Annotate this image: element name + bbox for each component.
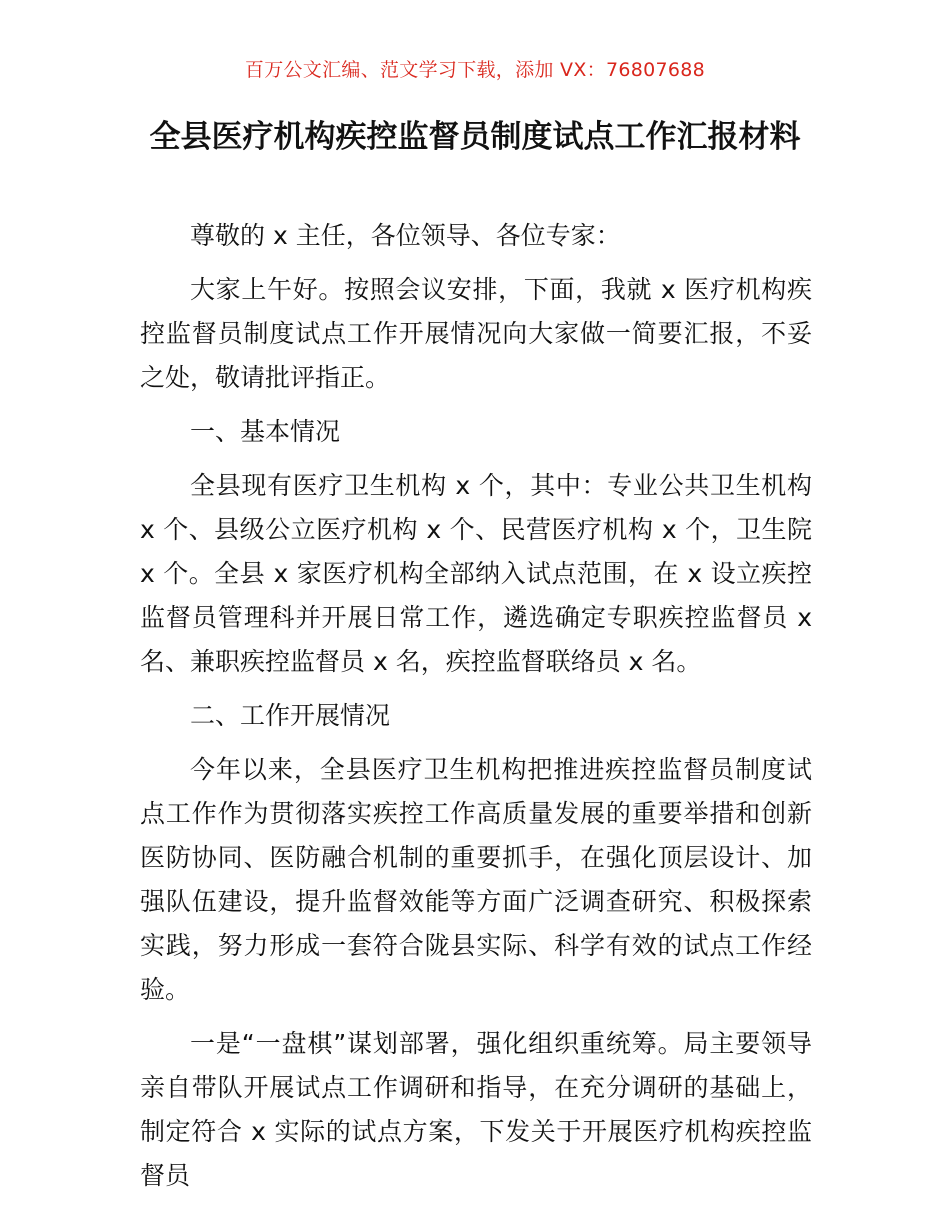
salutation: 尊敬的 x 主任，各位领导、各位专家： — [190, 221, 621, 250]
work-progress-paragraph: 今年以来，全县医疗卫生机构把推进疾控监督员制度试点工作作为贯彻落实疾控工作高质量发展的重要举措和创新医防协同、医防融合机制的重要抓手，在强化顶层设计、加强队伍建设，提升监督效能等方面广泛调查研究、积极探索实践，努力形成一套符合陇县实际、科学有效的试点工作经验。 — [140, 755, 812, 1004]
section-heading-basic-situation: 一、基本情况 — [190, 417, 341, 446]
document-body — [140, 214, 812, 1208]
basic-situation-paragraph: 全县现有医疗卫生机构 x 个，其中：专业公共卫生机构 x 个、县级公立医疗机构 x 个、民营医疗机构 x 个，卫生院 x 个。全县 x 家医疗机构全部纳入试点范围，在 x 设立疾控监督员管理科并开展日常工作，遴选确定专职疾控监督员 x 名、兼职疾控监督员 x 名，疾控监督联络员 x 名。 — [140, 471, 812, 676]
measure-one-paragraph: 一是“一盘棋”谋划部署，强化组织重统筹。局主要领导亲自带队开展试点工作调研和指导，在充分调研的基础上，制定符合 x 实际的试点方案，下发关于开展医疗机构疾控监督员 — [140, 1029, 812, 1190]
section-heading-work-progress: 二、工作开展情况 — [190, 701, 391, 730]
document-title: 全县医疗机构疾控监督员制度试点工作汇报材料 — [149, 119, 801, 155]
opening-paragraph: 大家上午好。按照会议安排，下面，我就 x 医疗机构疾控监督员制度试点工作开展情况向大家做一简要汇报，不妥之处，敬请批评指正。 — [140, 275, 812, 392]
watermark-header: 百万公文汇编、范文学习下载，添加 VX：76807688 — [244, 59, 706, 81]
